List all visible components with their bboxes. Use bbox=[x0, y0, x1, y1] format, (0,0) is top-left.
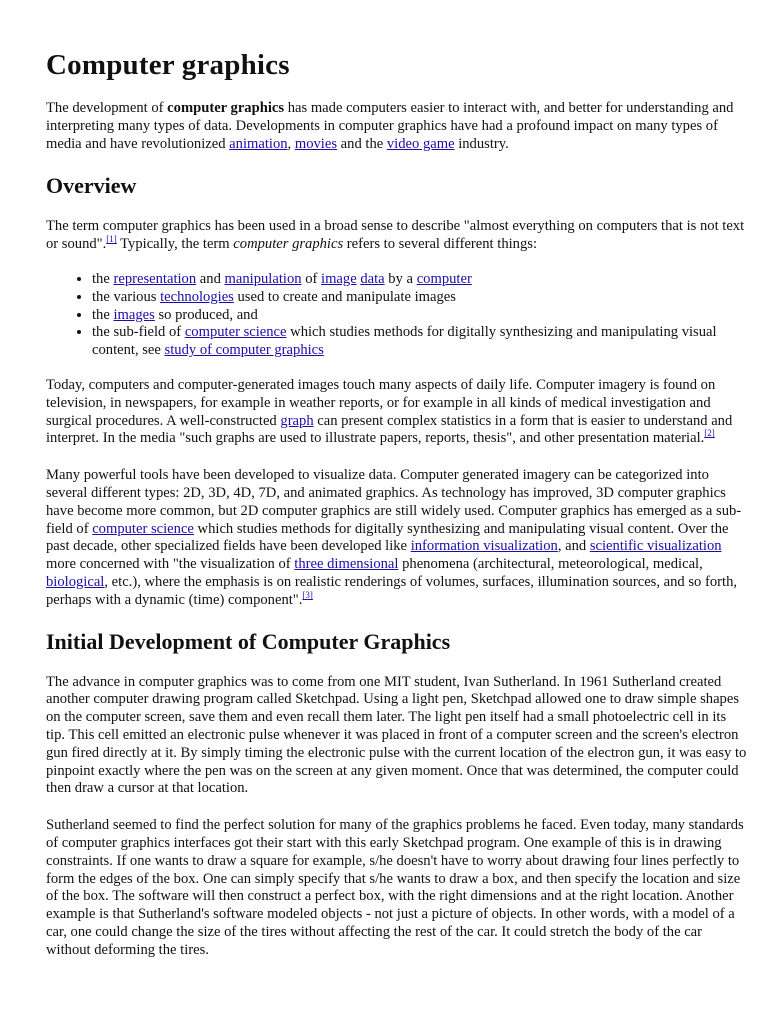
list-text: so produced, and bbox=[154, 306, 258, 323]
intro-text: and the bbox=[337, 135, 387, 152]
link-biological[interactable]: biological bbox=[46, 573, 105, 590]
link-data[interactable]: data bbox=[360, 270, 385, 287]
link-technologies[interactable]: technologies bbox=[160, 288, 234, 305]
reference-link-1[interactable]: [1] bbox=[106, 234, 117, 245]
paragraph-text: can present complex statistics in a form that is easier to understand and interpret. In the media "such graphs are used to illustrate papers, reports, thesis", and other presentation material. bbox=[46, 412, 733, 447]
list-text: of bbox=[301, 270, 322, 287]
link-images[interactable]: images bbox=[113, 306, 155, 323]
paragraph-text: which studies methods for digitally synthesizing and manipulating visual content. Over the past decade, other specialized fields have been developed like bbox=[46, 520, 729, 555]
link-video-game[interactable]: video game bbox=[386, 135, 455, 152]
list-text: the various bbox=[92, 288, 161, 305]
link-study-of-computer-graphics[interactable]: study of computer graphics bbox=[164, 342, 324, 359]
list-text: and bbox=[196, 270, 225, 287]
link-manipulation[interactable]: manipulation bbox=[224, 270, 302, 287]
list-item bbox=[92, 324, 748, 360]
intro-text: , bbox=[287, 135, 295, 152]
reference-link-3[interactable]: [3] bbox=[302, 589, 313, 600]
paragraph-text: phenomena (architectural, meteorological, medical, bbox=[398, 556, 703, 573]
initial-paragraph-2: Sutherland seemed to find the perfect solution for many of the graphics problems he faced. Even today, many standards of computer graphics interfaces got their start with this early Sketchpad program. One example of this is in drawing constraints. If one wants to draw a square for example, s/he doesn't have to worry about drawing four lines perfectly to form the edges of the box. One can simply specify that s/he wants to draw a box, and then specify the location and size of the box. The software will then construct a perfect box, with the right dimensions and at the right location. Another example is that Sutherland's software modeled objects - not just a picture of objects. In other words, with a model of a car, one could change the size of the tires without affecting the rest of the car. It could stretch the body of the car without deforming the tires. bbox=[46, 817, 744, 958]
initial-paragraph-1: The advance in computer graphics was to come from one MIT student, Ivan Sutherland. In 1961 Sutherland created another computer drawing program called Sketchpad. Using a light pen, Sketchpad allowed one to draw simple shapes on the computer screen, save them and even recall them later. The light pen itself had a small photoelectric cell in its tip. This cell emitted an electronic pulse whenever it was placed in front of a computer screen and the screen's electron gun fired directly at it. By simply timing the electronic pulse with the current location of the electron gun, it was easy to pinpoint exactly where the pen was on the screen at any given moment. Once that was determined, the computer could then draw a cursor at that location. bbox=[46, 673, 747, 797]
paragraph-text: refers to several different things: bbox=[343, 236, 537, 253]
link-graph[interactable]: graph bbox=[280, 412, 314, 429]
list-text: which studies methods for digitally synthesizing and manipulating visual content, see bbox=[92, 324, 717, 359]
link-scientific-visualization[interactable]: scientific visualization bbox=[589, 538, 722, 555]
page-title: Computer graphics bbox=[46, 49, 290, 81]
link-computer-science[interactable]: computer science bbox=[184, 324, 287, 341]
intro-paragraph bbox=[46, 100, 748, 153]
overview-paragraph-1 bbox=[46, 218, 748, 254]
overview-paragraph-2 bbox=[46, 377, 748, 448]
intro-bold-term: computer graphics bbox=[167, 100, 285, 116]
section-heading-initial-development: Initial Development of Computer Graphics bbox=[46, 628, 451, 654]
reference-link-2[interactable]: [2] bbox=[704, 428, 715, 439]
link-animation[interactable]: animation bbox=[229, 135, 288, 152]
list-text: used to create and manipulate images bbox=[233, 288, 456, 305]
intro-text: has made computers easier to interact with, and better for understanding and interpreting many types of data. Developments in computer graphics have had a profound impact on many types of media and have revolutionized bbox=[46, 100, 734, 152]
link-movies[interactable]: movies bbox=[294, 135, 338, 152]
paragraph-text: Many powerful tools have been developed to visualize data. Computer generated imagery can be categorized into several different types: 2D, 3D, 4D, 7D, and animated graphics. As technology has improved, 3D computer graphics have become more common, but 2D computer graphics are still widely used. Computer graphics has emerged as a sub-field of bbox=[46, 467, 742, 537]
section-heading-overview: Overview bbox=[46, 173, 137, 199]
link-computer[interactable]: computer bbox=[416, 270, 472, 287]
list-text: by a bbox=[384, 270, 417, 287]
link-representation[interactable]: representation bbox=[113, 270, 197, 287]
paragraph-text: Typically, the term bbox=[116, 236, 234, 253]
paragraph-text: , etc.), where the emphasis is on realistic renderings of volumes, surfaces, illumination sources, and so forth, perhaps with a dynamic (time) component". bbox=[46, 573, 738, 608]
overview-paragraph-3 bbox=[46, 467, 748, 609]
link-three-dimensional[interactable]: three dimensional bbox=[294, 556, 399, 573]
list-item bbox=[92, 307, 748, 325]
link-information-visualization[interactable]: information visualization bbox=[410, 538, 558, 555]
list-text: the bbox=[92, 306, 114, 323]
intro-text: The development of bbox=[46, 100, 168, 116]
emphasis-term: computer graphics bbox=[233, 236, 344, 253]
link-computer-science[interactable]: computer science bbox=[92, 520, 194, 537]
meanings-list bbox=[46, 271, 748, 360]
list-item bbox=[92, 289, 748, 307]
paragraph-text: , and bbox=[557, 538, 590, 555]
paragraph-text: The term computer graphics has been used in a broad sense to describe "almost everything on computers that is not text or sound". bbox=[46, 218, 745, 253]
link-image[interactable]: image bbox=[321, 270, 357, 287]
list-text: the bbox=[92, 270, 114, 287]
list-text: the sub-field of bbox=[92, 324, 185, 341]
paragraph-text: Today, computers and computer-generated images touch many aspects of daily life. Computer imagery is found on television, in newspapers, for example in weather reports, or for example in all kinds of medical investigation and surgical procedures. A well-constructed bbox=[46, 376, 716, 429]
list-item bbox=[92, 271, 748, 289]
paragraph-text: more concerned with "the visualization of bbox=[46, 556, 295, 573]
intro-text: industry. bbox=[454, 135, 509, 152]
